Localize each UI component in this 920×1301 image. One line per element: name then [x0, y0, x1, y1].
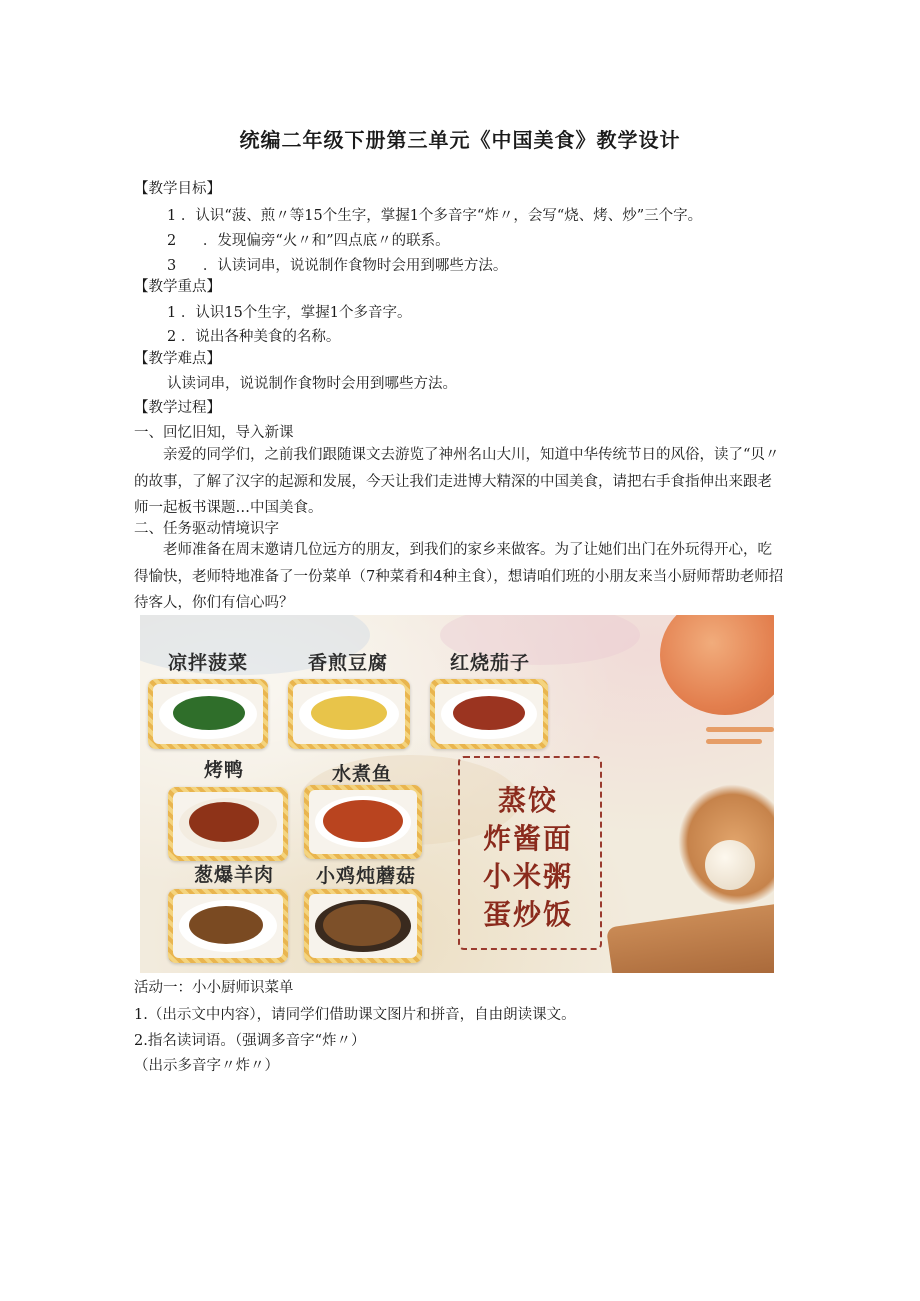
staple-item: 炸酱面 — [482, 822, 573, 855]
focus-text: ．说出各种美食的名称。 — [180, 329, 341, 345]
dish-label: 红烧茄子 — [450, 652, 531, 674]
dish-photo — [293, 684, 405, 744]
dish-photo — [173, 894, 283, 958]
dish-photo-frame — [168, 787, 288, 861]
section-paragraph: 亲爱的同学们，之前我们跟随课文去游览了神州名山大川，知道中华传统节日的风俗，读了“贝〃的故事，了解了汉字的起源和发展，今天让我们走进博大精深的中国美食，请把右手食指伸出来跟老师一起板书课题…中国美食。 — [134, 447, 780, 516]
focus-item — [167, 327, 340, 347]
focus-heading: 【教学重点】 — [134, 279, 221, 295]
food — [189, 802, 259, 842]
section-title: 二、任务驱动情境识字 — [134, 521, 279, 537]
menu-poster — [140, 615, 774, 973]
dish-photo — [309, 790, 417, 854]
decor-stripe — [706, 739, 762, 744]
goal-item — [167, 256, 507, 276]
activity-title: 活动一：小小厨师识菜单 — [134, 980, 294, 996]
dish-photo — [309, 894, 417, 958]
dish-label: 葱爆羊肉 — [194, 864, 275, 886]
difficulty-heading: 【教学难点】 — [134, 351, 221, 367]
focus-text: ．认识15个生字，掌握1个多音字。 — [180, 305, 412, 321]
food — [311, 696, 387, 730]
goal-number: 2 — [167, 233, 177, 249]
food — [453, 696, 525, 730]
dish-photo — [435, 684, 543, 744]
section-title: 一、回忆旧知，导入新课 — [134, 425, 294, 441]
dish-label: 水煮鱼 — [332, 763, 393, 785]
dish-label: 凉拌菠菜 — [168, 652, 249, 674]
page-title: 统编二年级下册第三单元《中国美食》教学设计 — [239, 128, 681, 152]
goal-number: 3 — [167, 258, 177, 274]
activity-step: 1.（出示文中内容），请同学们借助课文图片和拼音，自由朗读课文。 — [134, 1007, 576, 1023]
staple-item: 小米粥 — [482, 860, 573, 893]
dish-photo — [173, 792, 283, 856]
goals-heading: 【教学目标】 — [134, 181, 221, 197]
dish-photo-frame — [304, 889, 422, 963]
food — [323, 904, 401, 946]
garlic-illustration — [705, 840, 755, 890]
goal-text: ．发现偏旁“火〃和”四点底〃的联系。 — [202, 233, 450, 249]
decor-stripe — [706, 727, 774, 732]
goal-text: ．认识“菠、煎〃等15个生字，掌握1个多音字“炸〃，会写“烧、烤、炒”三个字。 — [180, 208, 703, 224]
dish-label: 小鸡炖蘑菇 — [316, 865, 417, 887]
activity-step: 2.指名读词语。（强调多音字“炸〃） — [134, 1033, 366, 1049]
goal-item — [167, 231, 450, 251]
dish-photo-frame — [288, 679, 410, 749]
goal-text: ．认读词串，说说制作食物时会用到哪些方法。 — [202, 258, 508, 274]
section-paragraph: 老师准备在周末邀请几位远方的朋友，到我们的家乡来做客。为了让她们出门在外玩得开心，吃得愉快，老师特地准备了一份菜单（7种菜肴和4种主食），想请咱们班的小朋友来当小厨师帮助老师招待客人，你们有信心吗？ — [134, 542, 784, 611]
staple-item: 蛋炒饭 — [482, 898, 573, 931]
food — [189, 906, 263, 944]
food — [323, 800, 403, 842]
food — [173, 696, 245, 730]
cutting-board-illustration — [606, 903, 774, 973]
dish-photo-frame — [430, 679, 548, 749]
goal-item — [167, 206, 702, 226]
dish-photo-frame — [304, 785, 422, 859]
focus-item — [167, 303, 412, 323]
dish-photo-frame — [168, 889, 288, 963]
dish-label: 香煎豆腐 — [308, 652, 389, 674]
pan-illustration — [660, 615, 774, 715]
goal-number: 1 — [167, 208, 177, 224]
dish-photo — [153, 684, 263, 744]
focus-number: 2 — [167, 329, 177, 345]
dish-photo-frame — [148, 679, 268, 749]
difficulty-text: 认读词串，说说制作食物时会用到哪些方法。 — [167, 376, 457, 392]
process-heading: 【教学过程】 — [134, 400, 221, 416]
staple-item: 蒸饺 — [497, 784, 558, 817]
focus-number: 1 — [167, 305, 177, 321]
activity-step: （出示多音字〃炸〃） — [134, 1058, 279, 1074]
dish-label: 烤鸭 — [204, 759, 245, 781]
